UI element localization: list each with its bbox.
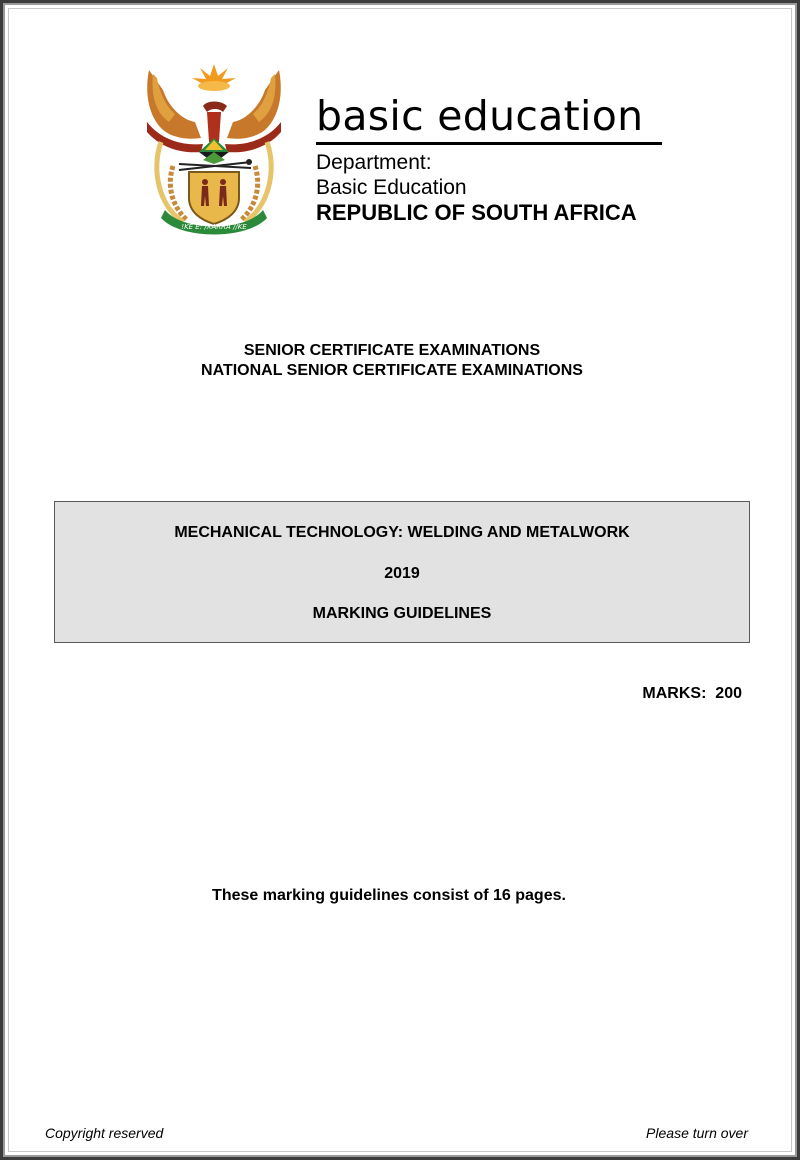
svg-text:!KE E: /XARRA //KE: !KE E: /XARRA //KE — [181, 223, 247, 231]
subject-title: MECHANICAL TECHNOLOGY: WELDING AND METALWORK — [174, 524, 630, 541]
exam-heading-national: NATIONAL SENIOR CERTIFICATE EXAMINATIONS — [201, 362, 583, 379]
page-count-note: These marking guidelines consist of 16 pages. — [212, 887, 566, 904]
footer-copyright: Copyright reserved — [45, 1125, 164, 1141]
footer-turn-over: Please turn over — [646, 1125, 748, 1141]
department-name: Basic Education — [316, 176, 467, 199]
subject-box — [54, 501, 750, 643]
exam-heading-senior: SENIOR CERTIFICATE EXAMINATIONS — [243, 342, 541, 359]
department-label: Department: — [316, 151, 432, 174]
country-name: REPUBLIC OF SOUTH AFRICA — [316, 200, 637, 225]
brand-divider — [316, 142, 662, 145]
coat-of-arms-icon — [143, 60, 285, 235]
exam-year: 2019 — [384, 565, 420, 582]
document-type: MARKING GUIDELINES — [312, 605, 492, 622]
department-branding — [316, 92, 662, 225]
brand-title: basic education — [316, 92, 644, 140]
total-marks: MARKS: 200 — [642, 685, 742, 702]
